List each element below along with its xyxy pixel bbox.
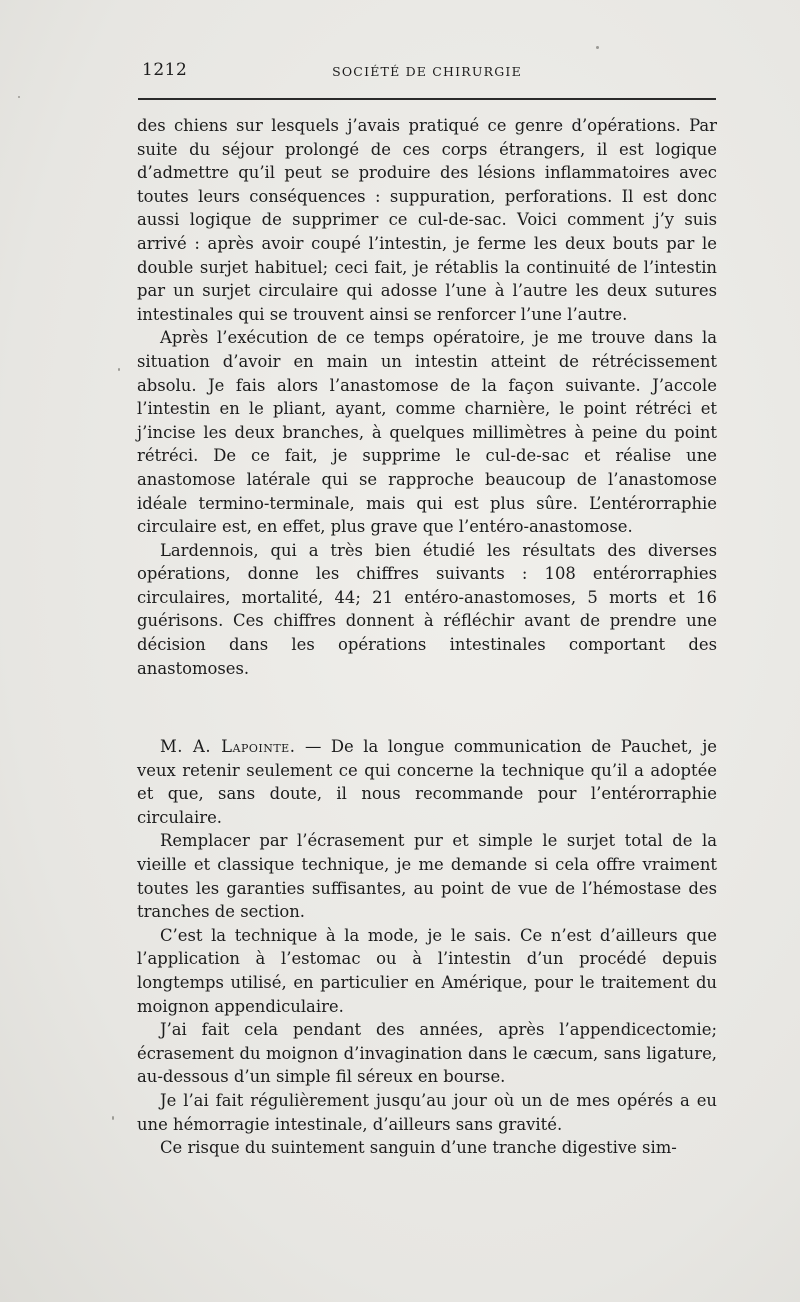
paragraph: Ce risque du suintement sanguin d’une tranche digestive sim-	[160, 1138, 677, 1158]
text-block-pauchet	[137, 114, 717, 680]
paragraph-lapointe-intro	[137, 735, 717, 829]
paragraph: des chiens sur lesquels j’avais pratiqué ce genre d’opérations. Par suite du séjour prolongé de ces corps étrangers, il est logique d’admettre qu’il peut se produire des lésions inflammatoires avec toutes leurs conséquences : suppuration, perforations. Il est donc aussi logique de supprimer ce cul-de-sac. Voici comment j’y suis arrivé : après avoir coupé l’intestin, je ferme les deux bouts par le double surjet habituel; ceci fait, je rétablis la continuité de l’intestin par un surjet circulaire qui adosse l’une à l’autre les deux sutures intestinales qui se trouvent ainsi se renforcer l’une l’autre.	[137, 116, 717, 324]
speaker-name: M. A. Lapointe.	[160, 737, 296, 756]
paper-speck	[596, 46, 599, 49]
header-rule	[138, 98, 716, 100]
page-number: 1212	[142, 60, 188, 80]
paragraph: Je l’ai fait régulièrement jusqu’au jour où un de mes opérés a eu une hémorragie intestinale, d’ailleurs sans gravité.	[137, 1090, 717, 1134]
paper-speck	[112, 1116, 114, 1120]
paragraph: C’est la technique à la mode, je le sais. Ce n’est d’ailleurs que l’application à l’estomac ou à l’intestin d’un procédé depuis longtemps utilisé, en particulier en Amérique, pour le traitement du moignon appendiculaire.	[137, 925, 717, 1016]
paper-speck	[18, 96, 20, 98]
paragraph: Remplacer par l’écrasement pur et simple le surjet total de la vieille et classique technique, je me demande si cela offre vraiment toutes les garanties suffisantes, au point de vue de l’hémostase des tranches de section.	[137, 831, 717, 922]
paragraph: J’ai fait cela pendant des années, après l’appendicectomie; écrasement du moignon d’invagination dans le cæcum, sans ligature, au-dessous d’un simple fil séreux en bourse.	[137, 1020, 717, 1087]
paragraph: Lardennois, qui a très bien étudié les résultats des diverses opérations, donne les chiffres suivants : 108 entérorraphies circulaires, mortalité, 44; 21 entéro-anastomoses, 5 morts et 16 guérisons. Ces chiffres donnent à réfléchir avant de prendre une décision dans les opérations intestinales comportant des anastomoses.	[137, 540, 717, 678]
paragraph: Après l’exécution de ce temps opératoire, je me trouve dans la situation d’avoir en main un intestin atteint de rétrécissement absolu. Je fais alors l’anastomose de la façon suivante. J’accole l’intestin en le pliant, ayant, comme charnière, le point rétréci et j’incise les deux branches, à quelques millimètres à peine du point rétréci. De ce fait, je supprime le cul-de-sac et réalise une anastomose latérale qui se rapproche beaucoup de l’anastomose idéale termino-terminale, mais qui est plus sûre. L’entérorraphie circulaire est, en effet, plus grave que l’entéro-anastomose.	[137, 328, 717, 537]
page-header	[138, 58, 716, 88]
running-head: SOCIÉTÉ DE CHIRURGIE	[332, 64, 522, 79]
speaker-intro-text: — De la longue communication de Pauchet, je veux retenir seulement ce qui concerne la technique qu’il a adoptée et que, sans doute, il nous recommande pour l’entérorraphie circulaire.	[137, 737, 717, 827]
text-block-lapointe	[137, 735, 717, 1160]
paper-speck	[118, 368, 120, 371]
